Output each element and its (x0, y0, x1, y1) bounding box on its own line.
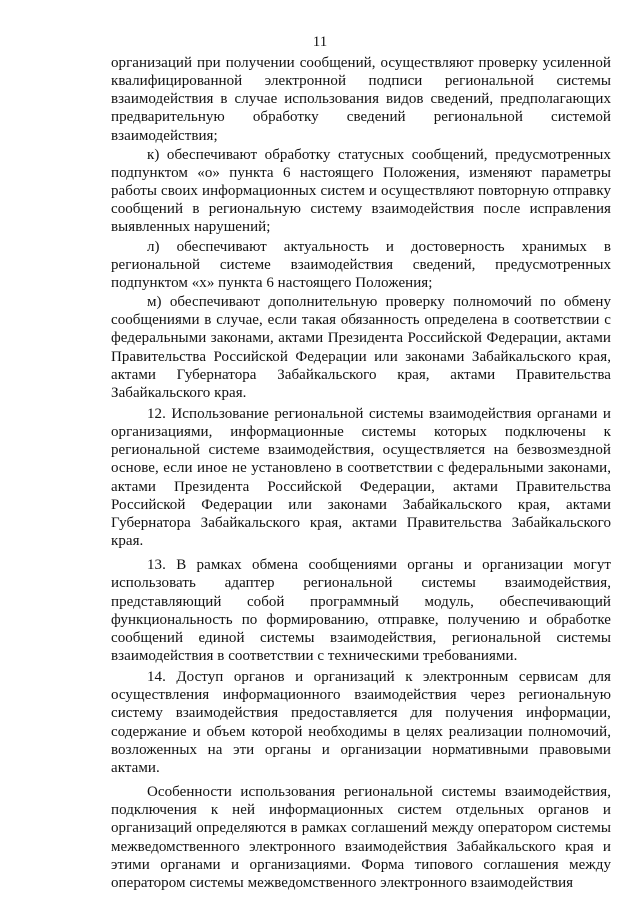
paragraph-clause-13: 13. В рамках обмена сообщениями органы и организации могут использовать адаптер региональной системы взаимодействия, представляющий собой программный модуль, обеспечивающий функциональность по формированию, отправке, получению и обработке сообщений единой системы взаимодействия, региональной системы взаимодействия в соответствии с техническими требованиями. (111, 557, 611, 664)
paragraph-features: Особенности использования региональной системы взаимодействия, подключения к ней информационных систем отдельных органов и организаций определяются в рамках соглашений между оператором системы межведомственного электронного взаимодействия Забайкальского края и этими органами и организациями. Форма типового соглашения между оператором системы межведомственного электронного взаимодействия (111, 784, 611, 891)
paragraph-item-m: м) обеспечивают дополнительную проверку полномочий по обмену сообщениями в случае, если такая обязанность определена в соответствии с федеральными законами, актами Президента Российской Федерации, актами Правительства Российской Федерации или законами Забайкальского края, актами Губернатора Забайкальского края, актами Правительства Забайкальского края. (111, 294, 611, 401)
paragraph-clause-14: 14. Доступ органов и организаций к электронным сервисам для осуществления информационного взаимодействия через региональную систему взаимодействия предоставляется для получения информации, содержание и объем которой необходимы в целях реализации полномочий, возложенных на эти органы и организации нормативными правовыми актами. (111, 669, 611, 776)
page-number: 11 (312, 34, 328, 50)
document-body (111, 54, 611, 892)
paragraph-item-k: к) обеспечивают обработку статусных сообщений, предусмотренных подпунктом «о» пункта 6 настоящего Положения, изменяют параметры работы своих информационных систем и осуществляют повторную отправку сообщений в региональную систему взаимодействия после исправления выявленных нарушений; (111, 146, 611, 236)
paragraph-item-l: л) обеспечивают актуальность и достоверность хранимых в региональной системе взаимодействия сведений, предусмотренных подпунктом «х» пункта 6 настоящего Положения; (111, 238, 611, 291)
paragraph-continuation: организаций при получении сообщений, осуществляют проверку усиленной квалифицированной электронной подписи региональной системы взаимодействия в случае использования видов сведений, предполагающих предварительную обработку сведений региональной системой взаимодействия; (111, 55, 611, 144)
paragraph-clause-12: 12. Использование региональной системы взаимодействия органами и организациями, информационные системы которых подключены к региональной системе взаимодействия, осуществляется на безвозмездной основе, если иное не установлено в соответствии с федеральными законами, актами Президента Российской Федерации, актами Правительства Российской Федерации или законами Забайкальского края, актами Губернатора Забайкальского края, актами Правительства Забайкальского края. (111, 405, 611, 550)
